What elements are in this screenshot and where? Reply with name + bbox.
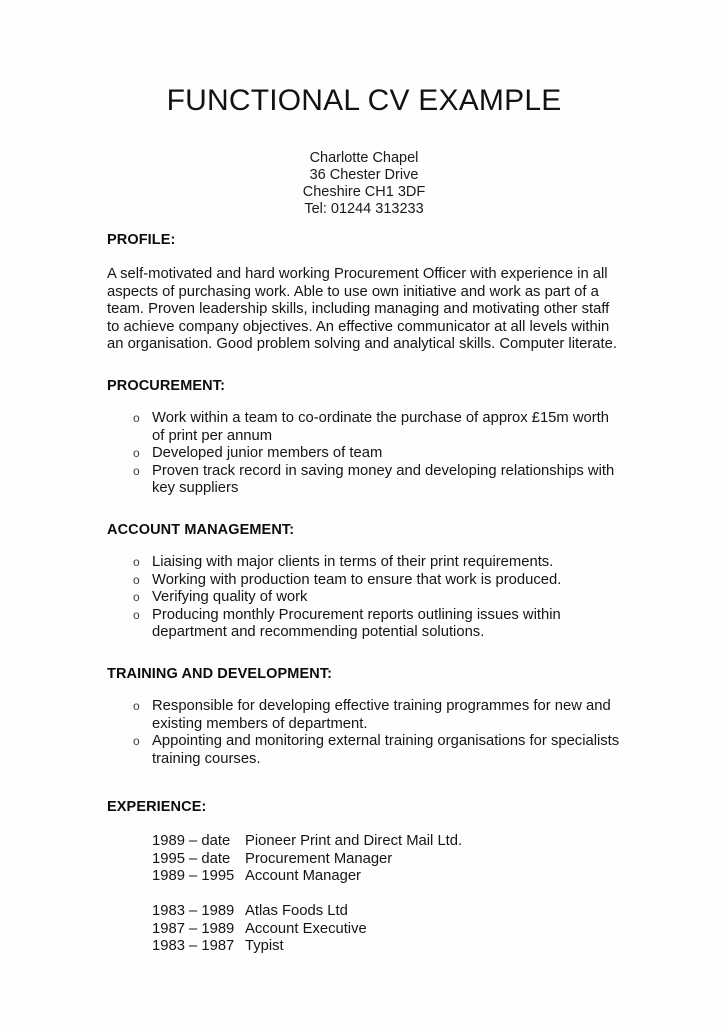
circle-bullet-icon: o (133, 446, 140, 461)
list-item-text: Proven track record in saving money and developing relationships with key suppliers (152, 462, 615, 497)
contact-telephone: Tel: 01244 313233 (304, 201, 424, 217)
section-profile (107, 232, 625, 354)
training-bullet-list (107, 698, 625, 768)
list-item (107, 698, 625, 733)
experience-description: Account Executive (245, 920, 367, 937)
experience-row (107, 903, 625, 921)
list-item (107, 607, 625, 642)
list-item-text: Producing monthly Procurement reports outlining issues within department and recommending potential solutions. (152, 606, 561, 641)
experience-dates: 1989 – 1995 (152, 868, 235, 885)
experience-dates: 1983 – 1987 (152, 938, 235, 955)
spacer (107, 498, 625, 522)
experience-row (107, 851, 625, 869)
contact-name: Charlotte Chapel (309, 150, 419, 166)
procurement-bullet-list (107, 410, 625, 498)
experience-row (107, 938, 625, 956)
list-item (107, 554, 625, 572)
contact-address-line-2: Cheshire CH1 3DF (302, 184, 426, 200)
experience-row (107, 921, 625, 939)
list-item-text: Appointing and monitoring external training organisations for specialists training courses. (152, 733, 620, 767)
experience-description: Typist (245, 938, 284, 955)
spacer (107, 768, 625, 799)
contact-address-line-1: 36 Chester Drive (309, 167, 419, 183)
spacer (107, 642, 625, 666)
contact-block (0, 150, 728, 218)
experience-dates: 1983 – 1989 (152, 903, 235, 920)
account-management-bullet-list (107, 554, 625, 642)
experience-description: Pioneer Print and Direct Mail Ltd. (245, 833, 463, 850)
section-procurement (107, 378, 625, 498)
list-item (107, 733, 625, 768)
circle-bullet-icon: o (133, 463, 140, 478)
list-item (107, 445, 625, 463)
section-experience (107, 799, 625, 956)
section-training-and-development (107, 666, 625, 768)
section-heading-account-management: ACCOUNT MANAGEMENT: (107, 521, 295, 538)
experience-group (107, 903, 625, 956)
list-item-text: Developed junior members of team (152, 445, 383, 462)
circle-bullet-icon: o (133, 698, 140, 713)
spacer (107, 354, 625, 378)
circle-bullet-icon: o (133, 590, 140, 605)
list-item-text: Liaising with major clients in terms of their print requirements. (152, 553, 554, 570)
experience-group (107, 833, 625, 886)
list-item-text: Work within a team to co-ordinate the purchase of approx £15m worth of print per annum (152, 409, 610, 444)
section-heading-procurement: PROCUREMENT: (107, 377, 226, 394)
experience-description: Account Manager (245, 868, 361, 885)
list-item (107, 572, 625, 590)
profile-body-text: A self-motivated and hard working Procurement Officer with experience in all aspects of purchasing work. Able to use own initiative and work as part of a team. Proven leadership skills, including managing and motivating other staff to achieve company objectives. An effective communicator at all levels within an organisation. Good problem solving and analytical skills. Computer literate. (107, 266, 617, 353)
experience-dates: 1989 – date (152, 833, 231, 850)
section-heading-profile: PROFILE: (107, 232, 176, 248)
circle-bullet-icon: o (133, 572, 140, 587)
list-item-text: Working with production team to ensure that work is produced. (152, 571, 562, 588)
list-item-text: Verifying quality of work (152, 589, 308, 606)
list-item (107, 463, 625, 498)
section-heading-training-and-development: TRAINING AND DEVELOPMENT: (107, 665, 333, 682)
circle-bullet-icon: o (133, 734, 140, 749)
experience-description: Procurement Manager (245, 850, 393, 867)
circle-bullet-icon: o (133, 410, 140, 425)
list-item (107, 410, 625, 445)
experience-dates: 1995 – date (152, 850, 231, 867)
experience-row (107, 833, 625, 851)
circle-bullet-icon: o (133, 554, 140, 569)
page-title: FUNCTIONAL CV EXAMPLE (166, 84, 562, 117)
experience-dates: 1987 – 1989 (152, 920, 235, 937)
list-item (107, 589, 625, 607)
cv-content (107, 232, 625, 956)
list-item-text: Responsible for developing effective training programmes for new and existing members of department. (152, 697, 611, 732)
experience-row (107, 868, 625, 886)
experience-description: Atlas Foods Ltd (245, 903, 348, 920)
circle-bullet-icon: o (133, 607, 140, 622)
section-heading-experience: EXPERIENCE: (107, 799, 207, 816)
section-account-management (107, 522, 625, 642)
